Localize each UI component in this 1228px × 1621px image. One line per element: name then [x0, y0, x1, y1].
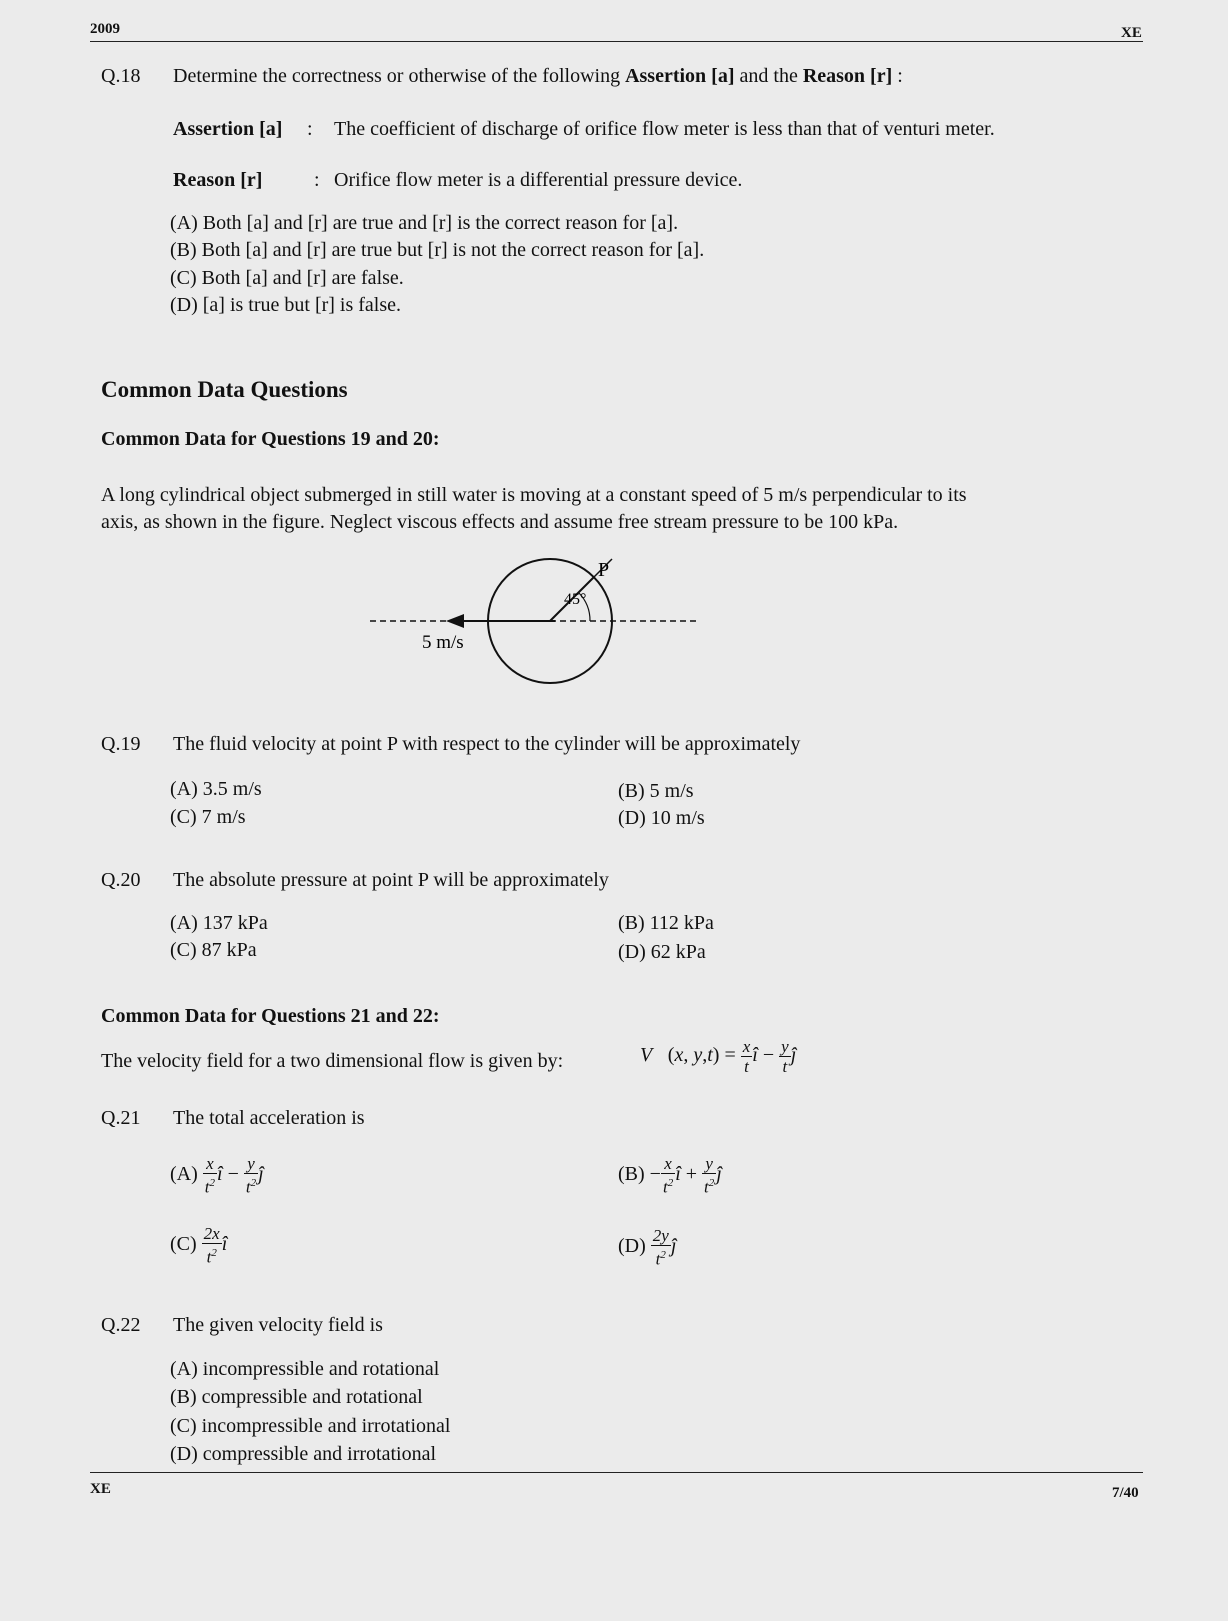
q18-reason-sep: : [314, 169, 320, 191]
q20-number: Q.20 [101, 869, 141, 891]
footer-code: XE [90, 1481, 111, 1497]
q21-number: Q.21 [101, 1107, 141, 1129]
velocity-arrow-head [446, 614, 464, 628]
footer-rule [90, 1472, 1143, 1473]
cylinder-figure [360, 548, 720, 688]
q18-assertion-text: The coefficient of discharge of orifice flow meter is less than that of venturi meter. [334, 118, 995, 140]
q22-option-a: (A) incompressible and rotational [170, 1358, 440, 1380]
q18-option-b: (B) Both [a] and [r] are true but [r] is not the correct reason for [a]. [170, 239, 705, 261]
header-code: XE [1121, 25, 1142, 41]
q21-option-a: (A) $\frac{x}{t^2}$ î − $\frac{y}{t^2}$ ĵ [170, 1154, 264, 1197]
q22-option-d: (D) compressible and irrotational [170, 1443, 437, 1465]
header-year: 2009 [90, 21, 120, 37]
common-data-para-1-line-1: A long cylindrical object submerged in still water is moving at a constant speed of 5 m/s perpendicular to its [101, 484, 967, 506]
q22-number: Q.22 [101, 1314, 141, 1336]
q20-option-c: (C) 87 kPa [170, 939, 257, 961]
q19-option-c: (C) 7 m/s [170, 806, 246, 828]
q18-reason-text: Orifice flow meter is a differential pressure device. [334, 169, 743, 191]
q20-option-d: (D) 62 kPa [618, 941, 706, 963]
q22-stem: The given velocity field is [173, 1314, 383, 1336]
q18-assertion-sep: : [307, 118, 313, 140]
q19-stem: The fluid velocity at point P with respect to the cylinder will be approximately [173, 733, 801, 755]
q18-option-a: (A) Both [a] and [r] are true and [r] is the correct reason for [a]. [170, 212, 679, 234]
q22-option-b: (B) compressible and rotational [170, 1386, 423, 1408]
q19-option-a: (A) 3.5 m/s [170, 778, 262, 800]
q20-option-b: (B) 112 kPa [618, 912, 714, 934]
q21-option-b: (B) − $\frac{x}{t^2}$ î + $\frac{y}{t^2}$ ĵ [618, 1154, 722, 1197]
angle-label: 45° [564, 591, 587, 608]
q18-assertion-label: Assertion [a] [173, 118, 283, 140]
velocity-field-equation: V⃗(x, y,t) = $\frac{x}{t}$ î − $\frac{y}{t}$ ĵ [640, 1037, 797, 1076]
q21-stem: The total acceleration is [173, 1107, 365, 1129]
q22-option-c: (C) incompressible and irrotational [170, 1415, 451, 1437]
footer-page-number: 7/40 [1112, 1485, 1139, 1501]
q19-number: Q.19 [101, 733, 141, 755]
q18-stem: Determine the correctness or otherwise of the following Assertion [a] and the Reason [r] : [173, 65, 903, 87]
q18-option-d: (D) [a] is true but [r] is false. [170, 294, 402, 316]
q19-option-d: (D) 10 m/s [618, 807, 705, 829]
speed-label: 5 m/s [422, 632, 464, 653]
q18-option-c: (C) Both [a] and [r] are false. [170, 267, 404, 289]
common-data-sub-19-20: Common Data for Questions 19 and 20: [101, 428, 440, 450]
q20-stem: The absolute pressure at point P will be approximately [173, 869, 609, 891]
q21-option-c: (C) $\frac{2x}{t^2}$ î [170, 1224, 228, 1267]
common-data-sub-21-22: Common Data for Questions 21 and 22: [101, 1005, 440, 1027]
common-data-heading: Common Data Questions [101, 377, 348, 402]
q21-option-d: (D) $\frac{2y}{t^2}$ ĵ [618, 1226, 677, 1269]
q18-reason-label: Reason [r] [173, 169, 263, 191]
q19-option-b: (B) 5 m/s [618, 780, 694, 802]
header-rule [90, 41, 1143, 42]
q20-option-a: (A) 137 kPa [170, 912, 268, 934]
common-data-para-2: The velocity field for a two dimensional flow is given by: [101, 1050, 564, 1072]
point-p-label: P [598, 559, 610, 581]
q18-number: Q.18 [101, 65, 141, 87]
common-data-para-1-line-2: axis, as shown in the figure. Neglect viscous effects and assume free stream pressure to be 100 kPa. [101, 511, 899, 533]
